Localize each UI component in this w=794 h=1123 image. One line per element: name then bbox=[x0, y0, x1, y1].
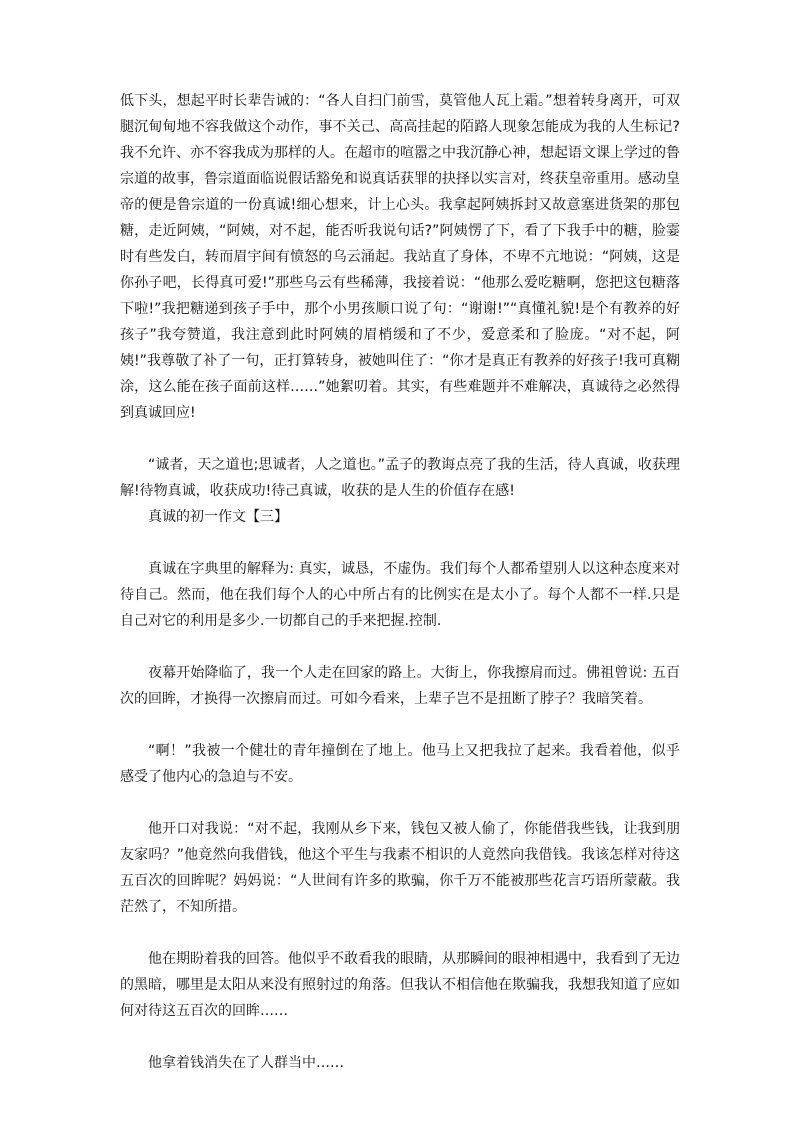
paragraph-1: 低下头，想起平时长辈告诫的：“各人自扫门前雪，莫管他人瓦上霜。”想着转身离开，可双腿沉甸甸地不容我做这个动作，事不关己、高高挂起的陌路人现象怎能成为我的人生标记?我不允许、亦不容我成为那样的人。在超市的喧嚣之中我沉静心神，想起语文课上学过的鲁宗道的故事，鲁宗道面临说假话豁免和说真话获罪的抉择以实言对，终获皇帝重用。感动皇帝的便是鲁宗道的一份真诚!细心想来，计上心头。我拿起阿姨拆封又故意塞进货架的那包糖，走近阿姨，“阿姨，对不起，能否听我说句话?”阿姨愣了下，看了下我手中的糖，脸霎时有些发白，转而眉宇间有愤怒的乌云涌起。我站直了身体，不卑不亢地说：“阿姨，这是你孙子吧，长得真可爱!”那些乌云有些稀薄，我接着说：“他那么爱吃糖啊，您把这包糖落下啦!”我把糖递到孩子手中，那个小男孩顺口说了句：“谢谢!”“真懂礼貌!是个有教养的好孩子”我夸赞道，我注意到此时阿姨的眉梢缓和了不少，爱意柔和了脸庞。“对不起，阿姨!”我尊敬了补了一句，正打算转身，被她叫住了：“你才是真正有教养的好孩子!我可真糊涂，这么能在孩子面前这样……”她絮叨着。其实，有些难题并不难解决，真诚待之必然得到真诚回应! bbox=[120, 93, 680, 421]
paragraph-4: 夜幕开始降临了，我一个人走在回家的路上。大街上，你我擦肩而过。佛祖曾说: 五百次的回眸，才换得一次擦肩而过。可如今看来，上辈子岂不是扭断了脖子？我暗笑着。 bbox=[120, 665, 680, 707]
paragraph-8: 他拿着钱消失在了人群当中…… bbox=[148, 1055, 344, 1071]
paragraph-3: 真诚在字典里的解释为: 真实，诚恳，不虚伪。我们每个人都希望别人以这种态度来对待自己。然而，他在我们每个人的心中所占有的比例实在是太小了。每个人都不一样.只是自己对它的利用是多少.一切都自己的手来把握.控制. bbox=[120, 561, 680, 629]
document-page bbox=[120, 88, 680, 1076]
paragraph-7: 他在期盼着我的回答。他似乎不敢看我的眼睛，从那瞬间的眼神相遇中，我看到了无边的黑暗，哪里是太阳从来没有照射过的角落。但我认不相信他在欺骗我，我想我知道了应如何对待这五百次的回眸…… bbox=[120, 951, 680, 1019]
paragraph-2: “诚者，天之道也;思诚者，人之道也。”孟子的教诲点亮了我的生活，待人真诚，收获理解!待物真诚，收获成功!待己真诚，收获的是人生的价值存在感! bbox=[120, 457, 680, 499]
paragraph-6: 他开口对我说：“对不起，我刚从乡下来，钱包又被人偷了，你能借我些钱，让我到朋友家吗？”他竟然向我借钱，他这个平生与我素不相识的人竟然向我借钱。我该怎样对待这五百次的回眸呢？妈妈说：“人世间有许多的欺骗，你千万不能被那些花言巧语所蒙蔽。我茫然了，不知所措。 bbox=[120, 821, 680, 915]
section-heading: 真诚的初一作文【三】 bbox=[148, 509, 288, 525]
paragraph-5: “啊！”我被一个健壮的青年撞倒在了地上。他马上又把我拉了起来。我看着他，似乎感受了他内心的急迫与不安。 bbox=[120, 743, 680, 785]
